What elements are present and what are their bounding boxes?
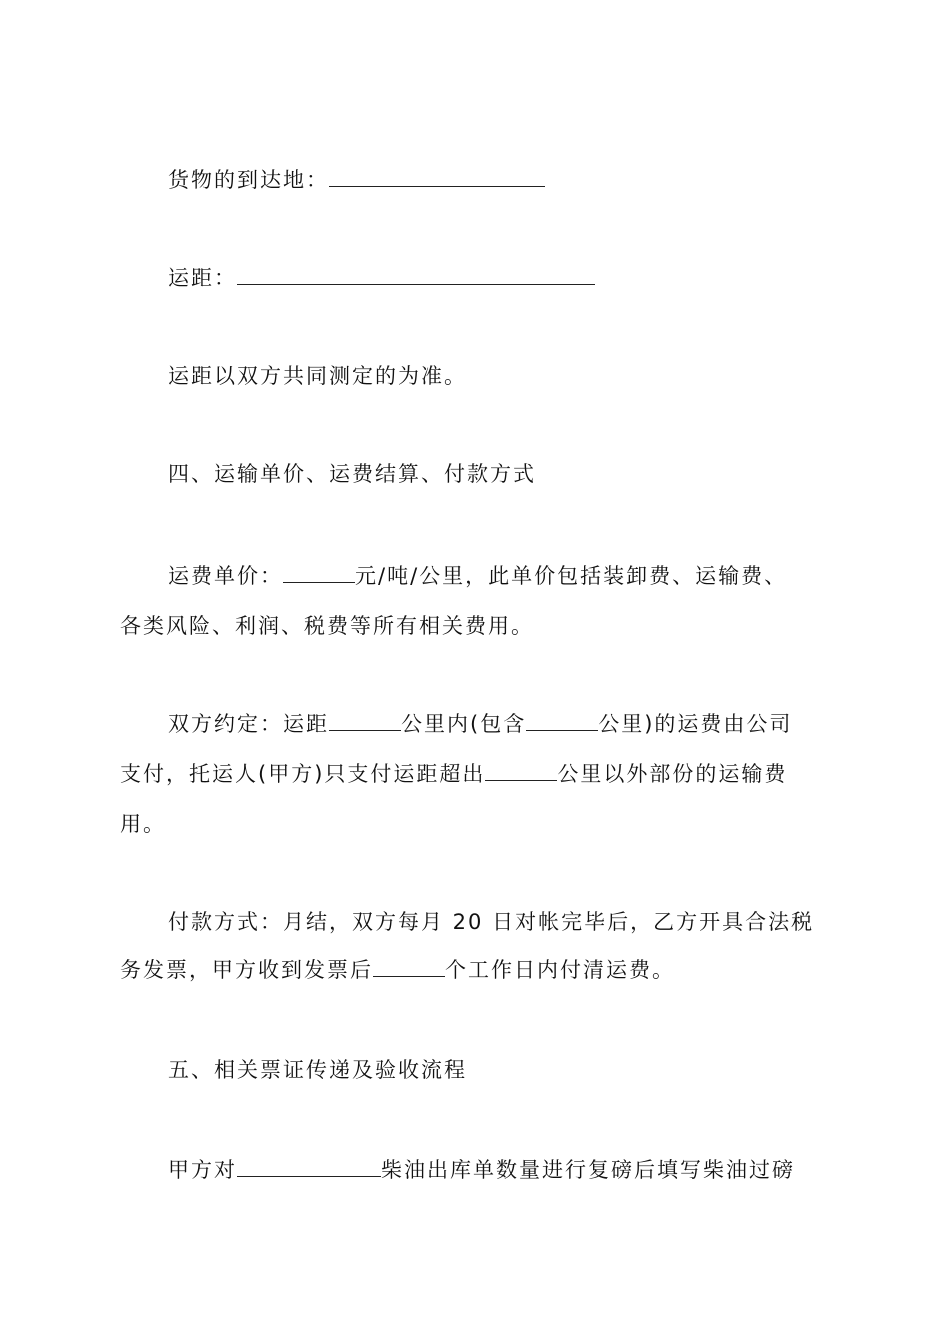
recheck-text-1: 甲方对 (168, 1158, 237, 1182)
agreement-text-2: 公里)的运费由公司 (598, 712, 793, 736)
payment-line-2 (120, 946, 840, 994)
destination-line (168, 156, 840, 204)
recheck-text-2: 柴油出库单数量进行复磅后填写柴油过磅 (381, 1158, 795, 1182)
agreement-line-3: 用。 (120, 812, 166, 836)
destination-label: 货物的到达地： (168, 168, 329, 192)
agreement-text-3: 支付，托运人(甲方)只支付运距超出 (120, 762, 486, 786)
unit-price-text: 元/吨/公里，此单价包括装卸费、运输费、 (355, 564, 788, 588)
agreement-blank-2 (526, 710, 598, 731)
agreement-blank-1 (329, 710, 401, 731)
agreement-blank-3 (485, 760, 557, 781)
agreement-line-1 (168, 700, 840, 748)
agreement-text-4: 公里以外部份的运输费 (557, 762, 788, 786)
unit-price-blank (283, 562, 355, 583)
distance-line (168, 254, 840, 302)
payment-line-1: 付款方式：月结，双方每月 20 日对帐完毕后，乙方开具合法税 (168, 910, 815, 934)
unit-price-label: 运费单价： (168, 564, 283, 588)
section5-heading: 五、相关票证传递及验收流程 (168, 1058, 467, 1082)
distance-blank (237, 264, 595, 285)
section4-heading: 四、运输单价、运费结算、付款方式 (168, 462, 536, 486)
destination-blank (329, 166, 545, 187)
agreement-text-1: 公里内(包含 (401, 712, 527, 736)
agreement-line-2 (120, 750, 840, 798)
payment-text-1: 务发票，甲方收到发票后 (120, 958, 373, 982)
distance-label: 运距： (168, 266, 237, 290)
recheck-line (168, 1146, 840, 1194)
payment-text-2: 个工作日内付清运费。 (445, 958, 675, 982)
payment-blank (373, 956, 445, 977)
distance-note: 运距以双方共同测定的为准。 (168, 364, 467, 388)
agreement-label: 双方约定：运距 (168, 712, 329, 736)
recheck-blank (237, 1156, 381, 1177)
unit-price-line-1 (168, 552, 840, 600)
unit-price-line-2: 各类风险、利润、税费等所有相关费用。 (120, 614, 534, 638)
